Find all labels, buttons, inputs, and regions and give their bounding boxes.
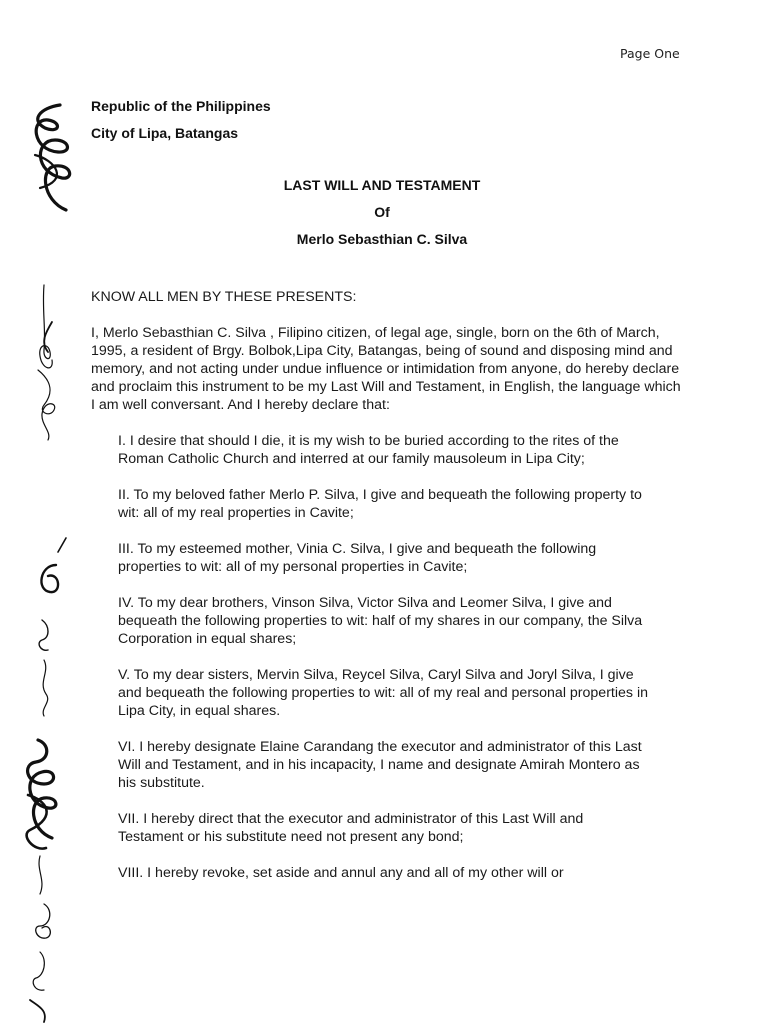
document-title <box>0 172 764 253</box>
signature-2 <box>38 285 55 440</box>
signature-4 <box>27 740 56 894</box>
salutation: KNOW ALL MEN BY THESE PRESENTS: <box>91 289 357 305</box>
provision-item: V. To my dear sisters, Mervin Silva, Reycel Silva, Caryl Silva and Joryl Silva, I give and bequeath the following properties to wit: all of my real and personal properties in Lipa City, in equal shares. <box>118 667 648 719</box>
header-city: City of Lipa, Batangas <box>91 125 239 141</box>
document-header <box>91 93 271 147</box>
provision-item: VII. I hereby direct that the executor and administrator of this Last Will and Testament or his substitute need not present any bond; <box>118 811 584 845</box>
page-number: Page One <box>620 46 680 61</box>
title-line-1: LAST WILL AND TESTAMENT <box>283 177 481 193</box>
provision-item: IV. To my dear brothers, Vinson Silva, Victor Silva and Leomer Silva, I give and bequeath the following properties to wit: half of my shares in our company, the Silva Corporation in equal shares; <box>118 595 643 647</box>
signature-3 <box>39 538 66 716</box>
document-body <box>91 288 681 900</box>
preamble-paragraph: I, Merlo Sebasthian C. Silva , Filipino citizen, of legal age, single, born on the 6th of March, 1995, a resident of Brgy. Bolbok,Lipa City, Batangas, being of sound and disposing mind and memory, and not acting under undue influence or intimidation from anyone, do hereby declare and proclaim this instrument to be my Last Will and Testament, in English, the language which I am well conversant. And I hereby declare that: <box>91 325 681 413</box>
title-line-2: Of <box>374 204 390 220</box>
provision-item: II. To my beloved father Merlo P. Silva, I give and bequeath the following property to wit: all of my real properties in Cavite; <box>118 487 642 521</box>
provision-item: III. To my esteemed mother, Vinia C. Silva, I give and bequeath the following properties to wit: all of my personal properties in Cavite; <box>118 541 597 575</box>
provision-item: VI. I hereby designate Elaine Carandang the executor and administrator of this Last Will and Testament, and in his incapacity, I name and designate Amirah Montero as his substitute. <box>118 739 642 791</box>
signature-5 <box>30 904 50 1022</box>
title-line-3: Merlo Sebasthian C. Silva <box>296 231 468 247</box>
provision-item: VIII. I hereby revoke, set aside and annul any and all of my other will or <box>118 865 564 881</box>
header-country: Republic of the Philippines <box>91 98 271 114</box>
provision-item: I. I desire that should I die, it is my wish to be buried according to the rites of the Roman Catholic Church and interred at our family mausoleum in Lipa City; <box>118 433 619 467</box>
provisions-list <box>118 432 648 882</box>
